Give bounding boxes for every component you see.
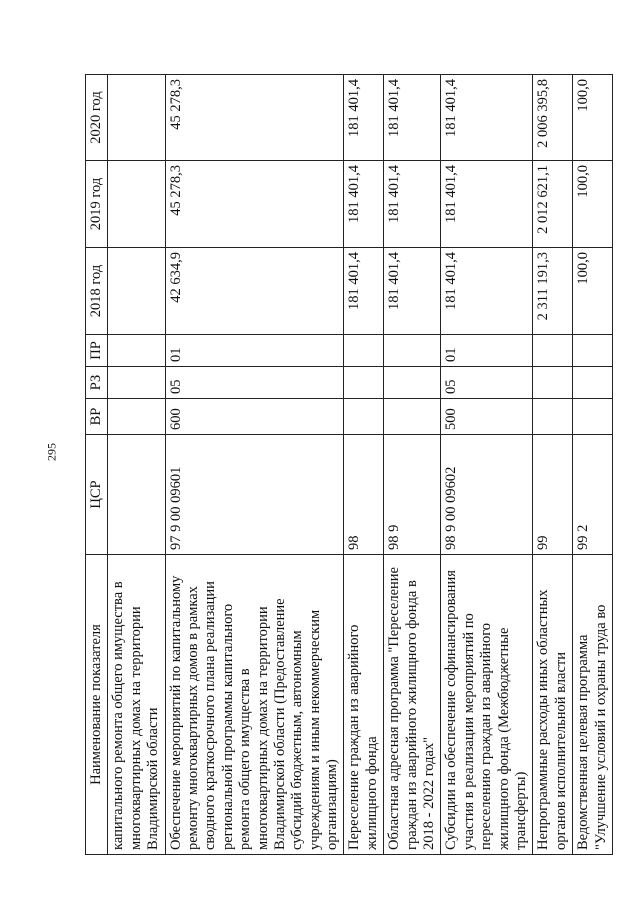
header-vr: ВР [86,399,108,435]
row-pr-cell [573,335,613,367]
row-csr-cell [108,435,165,555]
row-2020-cell: 181 401,4 [441,75,533,161]
row-name-cell: Непрограммные расходы иных областных органов исполнительной власти [533,555,573,855]
row-rz-cell [384,367,441,399]
row-2019-cell: 45 278,3 [165,161,344,248]
row-2018-cell: 42 634,9 [165,248,344,335]
row-rz-cell: 05 [441,367,533,399]
row-pr-cell [344,335,384,367]
header-2019: 2019 год [86,161,108,248]
row-rz-cell [533,367,573,399]
header-2018: 2018 год [86,248,108,335]
row-name-cell: Обеспечение мероприятий по капитальному ремонту многоквартирных домов в рамках сводного краткосрочного плана реализации региональной программы капитального ремонта общего имущества в многоквартирных домах на территории Владимирской области (Предоставление субсидий бюджетным, автономным учреждениям и иным некоммерческим организациям) [165,555,344,855]
row-2018-cell: 181 401,4 [344,248,384,335]
row-rz-cell [344,367,384,399]
row-2020-cell: 181 401,4 [384,75,441,161]
row-name-cell: Областная адресная программа "Переселение граждан из аварийного жилищного фонда в 2018 - 2022 годах" [384,555,441,855]
header-row [86,75,108,855]
row-pr-cell [533,335,573,367]
row-pr-cell: 01 [165,335,344,367]
row-2018-cell [108,248,165,335]
row-2019-cell: 2 012 621,1 [533,161,573,248]
row-2020-cell: 181 401,4 [344,75,384,161]
row-rz-cell [108,367,165,399]
table-row [108,75,165,855]
header-rz: РЗ [86,367,108,399]
row-2019-cell: 181 401,4 [384,161,441,248]
table-row [165,75,344,855]
budget-table-container [85,75,609,855]
row-name-cell: Ведомственная целевая программа "Улучшение условий и охраны труда во [573,555,613,855]
row-2019-cell: 100,0 [573,161,613,248]
table-row [384,75,441,855]
row-csr-cell: 98 9 00 09602 [441,435,533,555]
header-pr: ПР [86,335,108,367]
row-vr-cell [384,399,441,435]
row-2020-cell: 100,0 [573,75,613,161]
row-rz-cell [573,367,613,399]
table-row [573,75,613,855]
row-2018-cell: 2 311 191,3 [533,248,573,335]
header-2020: 2020 год [86,75,108,161]
row-vr-cell [344,399,384,435]
row-vr-cell [573,399,613,435]
table-row [533,75,573,855]
header-name: Наименование показателя [86,555,108,855]
row-csr-cell: 98 [344,435,384,555]
row-2020-cell: 2 006 395,8 [533,75,573,161]
row-csr-cell: 99 [533,435,573,555]
row-2019-cell: 181 401,4 [441,161,533,248]
table-row [441,75,533,855]
row-pr-cell [108,335,165,367]
row-2019-cell [108,161,165,248]
row-name-cell: Субсидии на обеспечение софинансирования участия в реализации мероприятий по переселению граждан из аварийного жилищного фонда (Межбюджетные трансферты) [441,555,533,855]
row-2020-cell [108,75,165,161]
row-vr-cell: 500 [441,399,533,435]
row-csr-cell: 99 2 [573,435,613,555]
row-vr-cell [533,399,573,435]
table-row [344,75,384,855]
row-2020-cell: 45 278,3 [165,75,344,161]
row-vr-cell: 600 [165,399,344,435]
row-name-cell: капитального ремонта общего имущества в многоквартирных домах на территории Владимирской области [108,555,165,855]
row-csr-cell: 98 9 [384,435,441,555]
row-2018-cell: 181 401,4 [441,248,533,335]
row-name-cell: Переселение граждан из аварийного жилищного фонда [344,555,384,855]
row-vr-cell [108,399,165,435]
row-2018-cell: 100,0 [573,248,613,335]
row-2019-cell: 181 401,4 [344,161,384,248]
row-csr-cell: 97 9 00 09601 [165,435,344,555]
header-csr: ЦСР [86,435,108,555]
row-2018-cell: 181 401,4 [384,248,441,335]
row-rz-cell: 05 [165,367,344,399]
row-pr-cell [384,335,441,367]
budget-table [85,74,613,855]
row-pr-cell: 01 [441,335,533,367]
